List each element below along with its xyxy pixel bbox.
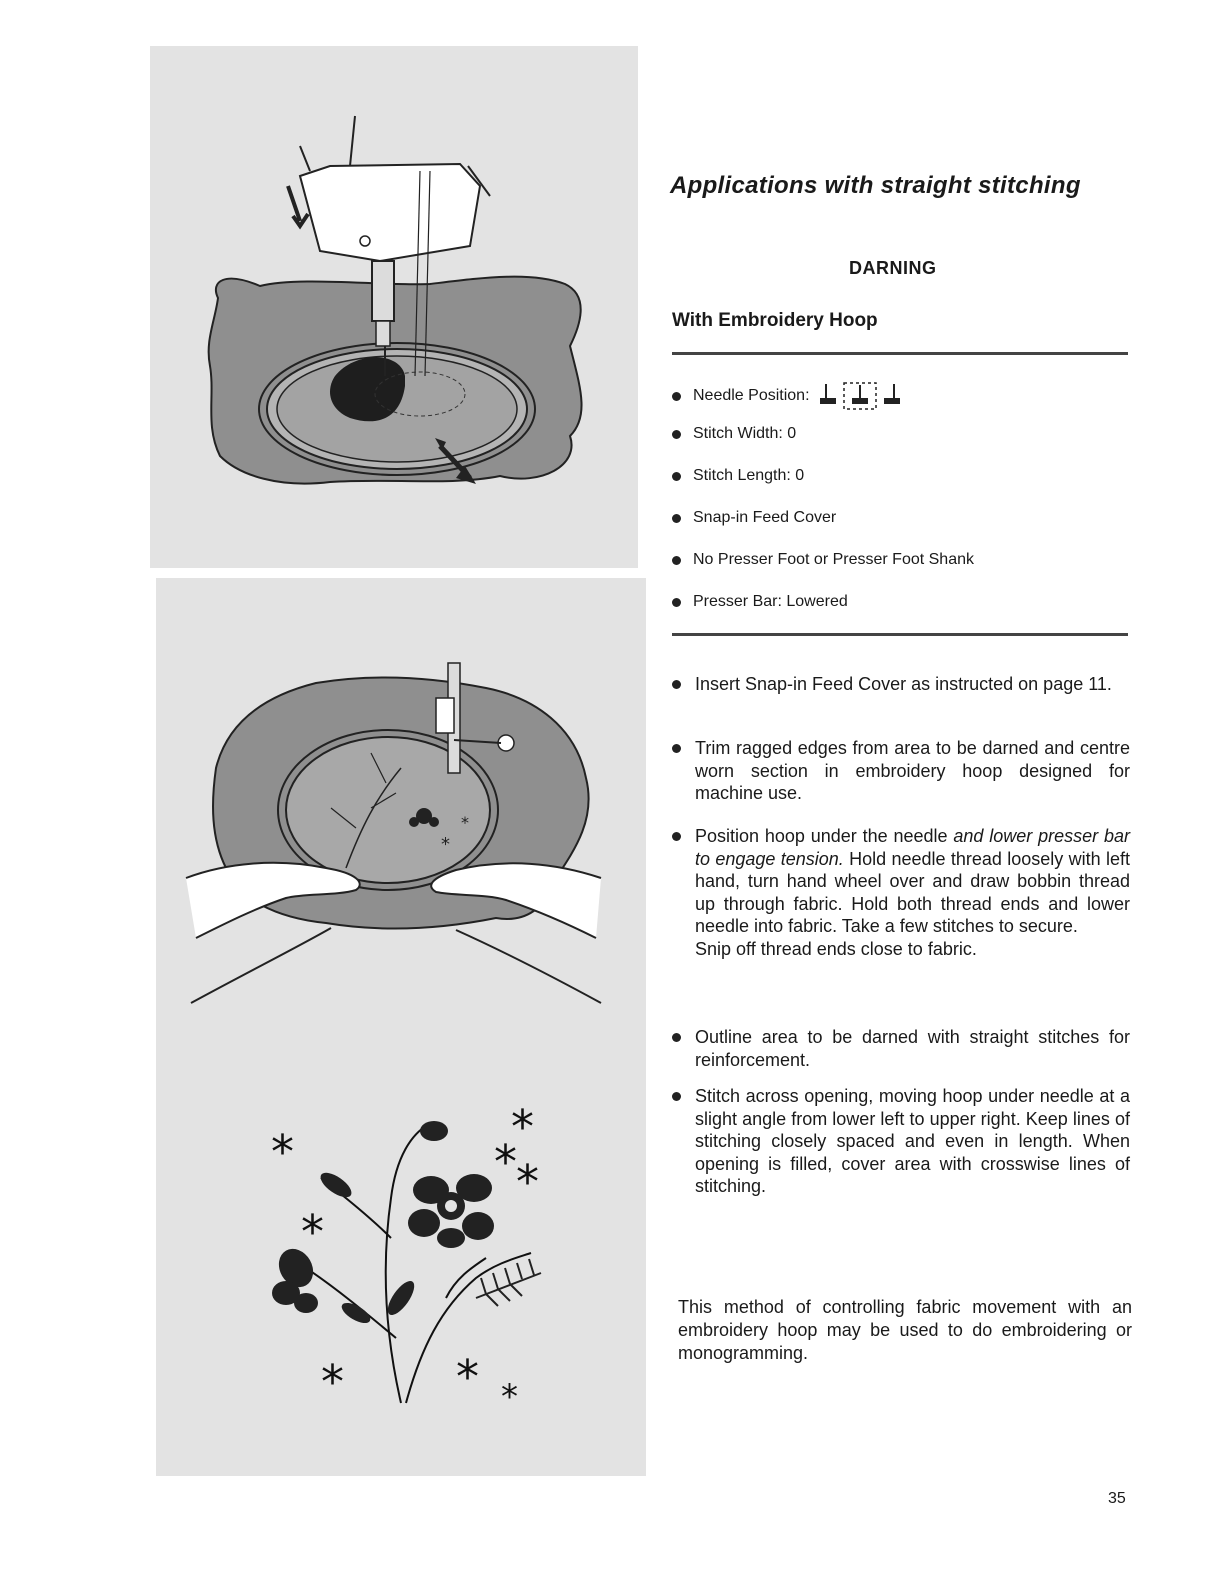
step-text: Stitch across opening, moving hoop under needle at a slight angle from lower left to upper right. Keep lines of stitching closely spaced and even in length. When opening is filled, cover area with crosswise lines of stitching.: [695, 1086, 1130, 1196]
bullet-icon: [672, 430, 681, 439]
step-text-extra: Snip off thread ends close to fabric.: [695, 938, 977, 959]
step-item: [672, 1026, 1130, 1071]
setting-presser-bar: [672, 593, 848, 611]
page-title: Applications with straight stitching: [670, 172, 1081, 199]
page-number: 35: [1108, 1490, 1126, 1507]
svg-text:*: *: [441, 834, 450, 855]
svg-text:*: *: [461, 813, 469, 832]
bottom-divider: [672, 633, 1128, 636]
bullet-icon: [672, 514, 681, 523]
step-text: Outline area to be darned with straight stitches for reinforcement.: [695, 1027, 1130, 1070]
svg-text:*: *: [301, 1205, 324, 1259]
setting-label: Stitch Width: 0: [693, 425, 797, 442]
svg-text:*: *: [321, 1355, 344, 1409]
star-stitches: [271, 1100, 539, 1417]
setting-label: Snap-in Feed Cover: [693, 509, 837, 526]
setting-stitch-length: [672, 467, 804, 485]
top-divider: [672, 352, 1128, 355]
step-text: Insert Snap-in Feed Cover as instructed on page 11.: [695, 674, 1112, 694]
setting-needle-position: [672, 382, 902, 410]
illustration-hands-and-embroidery: [156, 578, 646, 1476]
step-item: [672, 825, 1130, 960]
svg-text:*: *: [501, 1377, 518, 1417]
step-text-emphasis: and lower presser bar to engage tension.: [695, 826, 1130, 869]
svg-text:*: *: [511, 1100, 534, 1154]
bullet-icon: [672, 598, 681, 607]
setting-feed-cover: [672, 509, 836, 527]
step-text-part: Hold needle thread loosely with left hand, turn hand wheel over and draw bobbin thread up through fabric. Hold both thread ends and lower needle into fabric. Take a few stitches to secure.: [695, 848, 1131, 936]
setting-label: Stitch Length: 0: [693, 467, 805, 484]
step-text: [695, 825, 1130, 960]
illustration-darning-hoop: [150, 46, 638, 568]
hands-hoop-embroidery-drawing: [156, 578, 646, 1476]
step-text-part: Position hoop under the needle: [695, 826, 954, 846]
setting-label: Needle Position:: [693, 387, 810, 404]
step-text: Trim ragged edges from area to be darned and centre worn section in embroidery hoop designed for machine use.: [695, 738, 1130, 803]
step-item: [672, 1085, 1130, 1198]
bullet-icon: [672, 832, 681, 841]
section-heading: DARNING: [849, 258, 937, 278]
bullet-icon: [672, 1092, 681, 1101]
bullet-icon: [672, 392, 681, 401]
bullet-icon: [672, 556, 681, 565]
darning-hoop-drawing: [150, 46, 638, 568]
svg-text:*: *: [494, 1135, 517, 1189]
setting-label: No Presser Foot or Presser Foot Shank: [693, 551, 974, 568]
setting-presser-foot: [672, 551, 974, 569]
setting-stitch-width: [672, 425, 796, 443]
needle-position-icon: [818, 382, 902, 410]
bullet-icon: [672, 680, 681, 689]
wheat-spray: [476, 1259, 541, 1306]
svg-text:*: *: [516, 1155, 539, 1209]
step-item: [672, 737, 1130, 805]
bullet-icon: [672, 744, 681, 753]
step-item: [672, 673, 1130, 696]
setting-label: Presser Bar: Lowered: [693, 593, 848, 610]
closing-paragraph: This method of controlling fabric movement with an embroidery hoop may be used to do embroidering or monogramming.: [678, 1297, 1132, 1363]
bullet-icon: [672, 1033, 681, 1042]
svg-text:*: *: [271, 1125, 294, 1179]
bullet-icon: [672, 472, 681, 481]
svg-text:*: *: [456, 1350, 479, 1404]
section-subheading: With Embroidery Hoop: [672, 310, 878, 331]
